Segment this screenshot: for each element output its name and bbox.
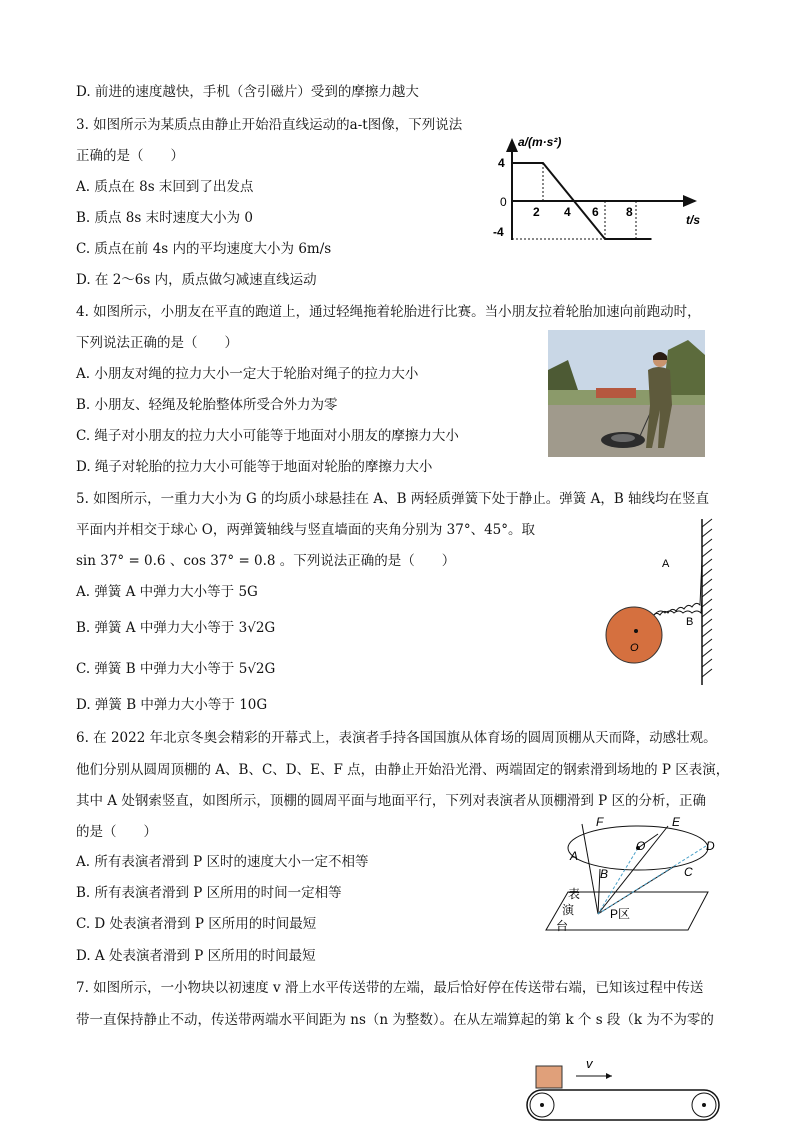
x-tick-4: 4	[564, 205, 571, 219]
q3-option-c: C. 质点在前 4s 内的平均速度大小为 6m/s	[76, 241, 332, 257]
q6-option-c: C. D 处表演者滑到 P 区所用的时间最短	[76, 916, 317, 932]
q5-option-d: D. 弹簧 B 中弹力大小等于 10G	[76, 697, 268, 713]
x-tick-6: 6	[592, 205, 599, 219]
label-f: F	[596, 815, 604, 829]
q5-stem-3: sin 37° = 0.6 、cos 37° = 0.8 。下列说法正确的是（ ）	[76, 553, 456, 569]
q3-stem: 3. 如图所示为某质点由静止开始沿直线运动的a-t图像，下列说法	[76, 117, 463, 133]
label-a: A	[662, 558, 670, 570]
q7-stem-2: 带一直保持静止不动，传送带两端水平间距为 ns（n 为整数）。在从左端算起的第 k 个 s 段（k 为不为零的	[76, 1012, 714, 1028]
label-o2: O	[636, 839, 646, 853]
q3-option-a: A. 质点在 8s 末回到了出发点	[76, 179, 254, 195]
y-axis-label: a/(m·s²)	[518, 135, 562, 149]
ball	[606, 607, 662, 663]
y-tick-4: 4	[498, 156, 505, 170]
label-e: E	[672, 815, 681, 829]
q3-stem-2: 正确的是（ ）	[76, 148, 184, 164]
x-axis-label: t/s	[686, 213, 701, 227]
q4-option-c: C. 绳子对小朋友的拉力大小可能等于地面对小朋友的摩擦力大小	[76, 428, 459, 444]
label-c: C	[684, 865, 693, 879]
tire-drag-photo	[548, 330, 705, 457]
q6-stem-3: 其中 A 处钢索竖直，如图所示，顶棚的圆周平面与地面平行，下列对表演者从顶棚滑到 P 区的分析，正确	[76, 793, 706, 809]
q3-option-d: D. 在 2～6s 内，质点做匀减速直线运动	[76, 272, 317, 288]
label-d: D	[706, 839, 715, 853]
q6-option-d: D. A 处表演者滑到 P 区所用的时间最短	[76, 948, 316, 964]
q6-stem-4: 的是（ ）	[76, 824, 157, 840]
option-d-prev: D. 前进的速度越快，手机（含引磁片）受到的摩擦力越大	[76, 84, 419, 100]
y-tick-neg4: -4	[493, 225, 504, 239]
q5-option-a: A. 弹簧 A 中弹力大小等于 5G	[76, 584, 258, 600]
stage-char-2: 演	[562, 903, 575, 917]
q4-stem-2: 下列说法正确的是（ ）	[76, 335, 238, 351]
region-p: P区	[610, 907, 631, 921]
belt-figure	[524, 1054, 720, 1123]
x-tick-8: 8	[626, 205, 633, 219]
q3-option-b: B. 质点 8s 末时速度大小为 0	[76, 210, 253, 226]
roof-figure	[538, 812, 728, 934]
y-tick-0: 0	[500, 195, 507, 209]
x-tick-2: 2	[533, 205, 540, 219]
wall-hatch	[702, 519, 712, 677]
q4-option-a: A. 小朋友对绳的拉力大小一定大于轮胎对绳子的拉力大小	[76, 366, 419, 382]
spring-figure	[600, 517, 722, 687]
q4-option-b: B. 小朋友、轻绳及轮胎整体所受合外力为零	[76, 397, 338, 413]
q4-option-d: D. 绳子对轮胎的拉力大小可能等于地面对轮胎的摩擦力大小	[76, 459, 433, 475]
q5-stem-2: 平面内并相交于球心 O，两弹簧轴线与竖直墙面的夹角分别为 37°、45°。取	[76, 522, 536, 538]
q4-stem: 4. 如图所示，小朋友在平直的跑道上，通过轻绳拖着轮胎进行比赛。当小朋友拉着轮胎加速向前跑动时，	[76, 304, 701, 320]
q5-option-b: B. 弹簧 A 中弹力大小等于 3√2G	[76, 620, 276, 636]
stage-char-3: 台	[556, 919, 569, 933]
at-graph	[490, 128, 710, 248]
block	[536, 1066, 562, 1088]
q6-stem-2: 他们分别从圆周顶棚的 A、B、C、D、E、F 点，由静止开始沿光滑、两端固定的钢索滑到场地的 P 区表演，	[76, 762, 730, 778]
velocity-label: v	[586, 1056, 593, 1071]
ball-center	[634, 629, 638, 633]
q7-stem: 7. 如图所示，一小物块以初速度 v 滑上水平传送带的左端，最后恰好停在传送带右端，已知该过程中传送	[76, 980, 704, 996]
q5-option-c: C. 弹簧 B 中弹力大小等于 5√2G	[76, 661, 276, 677]
q6-option-b: B. 所有表演者滑到 P 区所用的时间一定相等	[76, 885, 342, 901]
label-b2: B	[600, 867, 609, 881]
stage-char-1: 表	[568, 887, 581, 901]
label-a2: A	[570, 849, 579, 863]
q6-option-a: A. 所有表演者滑到 P 区时的速度大小一定不相等	[76, 854, 369, 870]
q5-stem: 5. 如图所示，一重力大小为 G 的均质小球悬挂在 A、B 两轻质弹簧下处于静止。弹簧 A，B 轴线均在竖直	[76, 491, 710, 507]
label-o: O	[630, 642, 639, 654]
q6-stem: 6. 在 2022 年北京冬奥会精彩的开幕式上，表演者手持各国国旗从体育场的圆周顶棚从天而降，动感壮观。	[76, 730, 717, 746]
label-b: B	[686, 616, 694, 628]
